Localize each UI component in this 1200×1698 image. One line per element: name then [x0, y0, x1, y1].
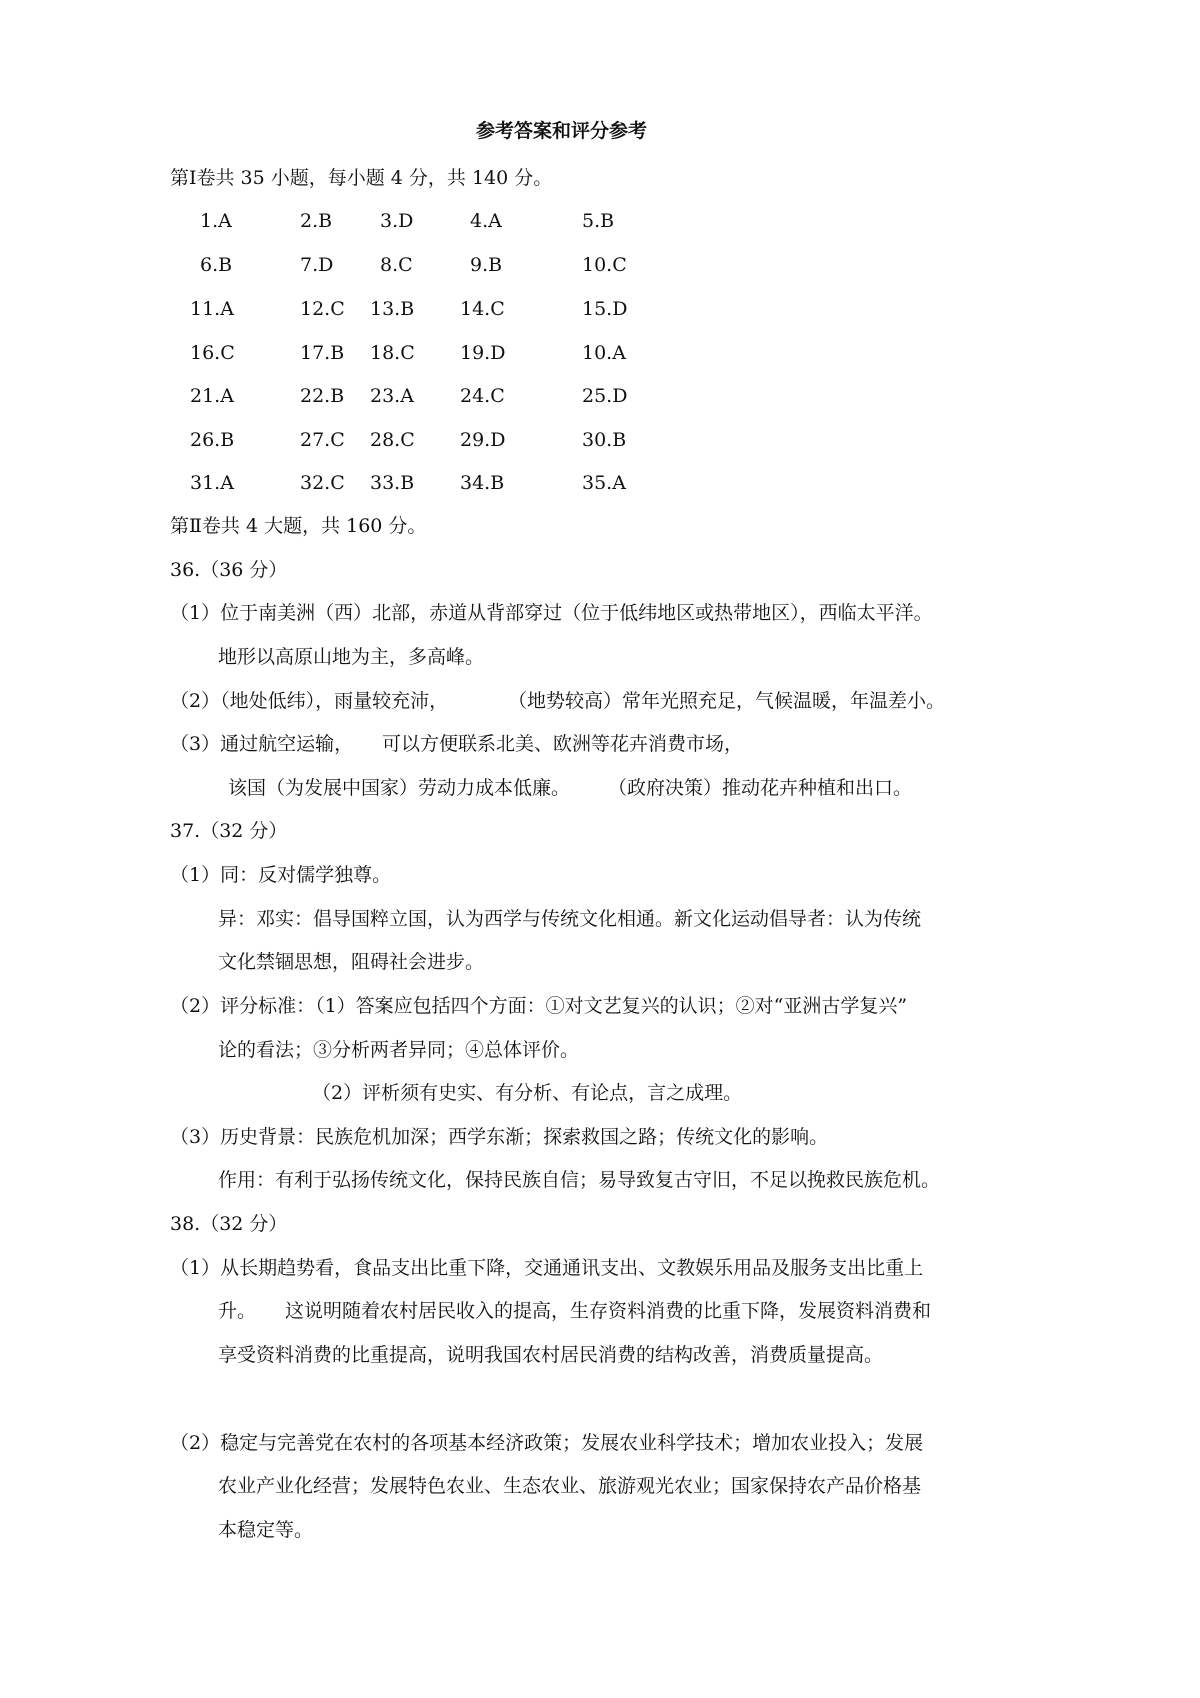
answer-item: 24.C — [460, 385, 505, 407]
q36-line: 该国（为发展中国家）劳动力成本低廉。 — [228, 777, 571, 799]
q36-line: （3）通过航空运输， — [170, 733, 354, 755]
answer-item: 14.C — [460, 298, 505, 320]
q38-heading: 38.（32 分） — [170, 1213, 288, 1235]
answer-item: 10.C — [582, 254, 627, 276]
answer-item: 31.A — [190, 472, 234, 494]
answer-item: 3.D — [380, 210, 414, 232]
q38-line: 农业产业化经营；发展特色农业、生态农业、旅游观光农业；国家保持农产品价格基 — [218, 1475, 922, 1497]
answer-item: 29.D — [460, 429, 506, 451]
part1-header: 第Ⅰ卷共 35 小题，每小题 4 分，共 140 分。 — [170, 167, 553, 189]
part2-header: 第Ⅱ卷共 4 大题，共 160 分。 — [170, 515, 427, 537]
answer-item: 15.D — [582, 298, 628, 320]
answer-item: 18.C — [370, 342, 415, 364]
q37-line: 异：邓实：倡导国粹立国，认为西学与传统文化相通。新文化运动倡导者：认为传统 — [218, 908, 922, 930]
q37-line: 作用：有利于弘扬传统文化，保持民族自信；易导致复古守旧，不足以挽救民族危机。 — [218, 1169, 941, 1191]
q37-heading: 37.（32 分） — [170, 820, 288, 842]
q37-line: （2）评分标准：（1）答案应包括四个方面：①对文艺复兴的认识；②对“亚洲古学复兴” — [170, 995, 908, 1017]
answer-item: 11.A — [190, 298, 234, 320]
answer-item: 5.B — [582, 210, 615, 232]
answer-item: 10.A — [582, 342, 626, 364]
answer-item: 28.C — [370, 429, 415, 451]
q37-line: 文化禁锢思想，阻碍社会进步。 — [218, 951, 485, 973]
q36-line: （政府决策）推动花卉种植和出口。 — [608, 777, 913, 799]
q36-line: （1）位于南美洲（西）北部，赤道从背部穿过（位于低纬地区或热带地区），西临太平洋。 — [170, 602, 933, 624]
answer-item: 32.C — [300, 472, 345, 494]
answer-item: 34.B — [460, 472, 505, 494]
answer-item: 27.C — [300, 429, 345, 451]
answer-item: 16.C — [190, 342, 235, 364]
answer-item: 21.A — [190, 385, 234, 407]
answer-item: 35.A — [582, 472, 626, 494]
q36-line: （2）（地处低纬），雨量较充沛， — [170, 690, 449, 712]
answer-item: 6.B — [200, 254, 233, 276]
answer-item: 26.B — [190, 429, 235, 451]
answer-item: 4.A — [470, 210, 502, 232]
answer-item: 22.B — [300, 385, 345, 407]
answer-item: 8.C — [380, 254, 413, 276]
answer-item: 17.B — [300, 342, 345, 364]
answer-item: 1.A — [200, 210, 232, 232]
q38-line: 本稳定等。 — [218, 1519, 314, 1541]
page-title: 参考答案和评分参考 — [476, 120, 648, 142]
q36-line: （地势较高）常年光照充足，气候温暖，年温差小。 — [508, 690, 946, 712]
q36-line: 地形以高原山地为主，多高峰。 — [218, 646, 485, 668]
q38-line: （1）从长期趋势看，食品支出比重下降，交通通讯支出、文教娱乐用品及服务支出比重上 — [170, 1257, 924, 1279]
answer-item: 7.D — [300, 254, 334, 276]
answer-item: 30.B — [582, 429, 627, 451]
q37-line: 论的看法；③分析两者异同；④总体评价。 — [218, 1039, 580, 1061]
answer-item: 9.B — [470, 254, 503, 276]
q38-line: 升。 — [218, 1300, 257, 1322]
q36-line: 可以方便联系北美、欧洲等花卉消费市场， — [382, 733, 744, 755]
answer-item: 25.D — [582, 385, 628, 407]
q38-line: 享受资料消费的比重提高，说明我国农村居民消费的结构改善，消费质量提高。 — [218, 1344, 884, 1366]
q37-line: （1）同：反对儒学独尊。 — [170, 864, 392, 886]
q38-line: （2）稳定与完善党在农村的各项基本经济政策；发展农业科学技术；增加农业投入；发展 — [170, 1432, 924, 1454]
q37-line: （2）评析须有史实、有分析、有论点，言之成理。 — [312, 1082, 743, 1104]
answer-item: 12.C — [300, 298, 345, 320]
q37-line: （3）历史背景：民族危机加深；西学东渐；探索救国之路；传统文化的影响。 — [170, 1126, 829, 1148]
answer-item: 23.A — [370, 385, 414, 407]
answer-item: 2.B — [300, 210, 333, 232]
q36-heading: 36.（36 分） — [170, 559, 288, 581]
answer-item: 13.B — [370, 298, 415, 320]
q38-line: 这说明随着农村居民收入的提高，生存资料消费的比重下降，发展资料消费和 — [285, 1300, 932, 1322]
answer-item: 33.B — [370, 472, 415, 494]
answer-item: 19.D — [460, 342, 506, 364]
